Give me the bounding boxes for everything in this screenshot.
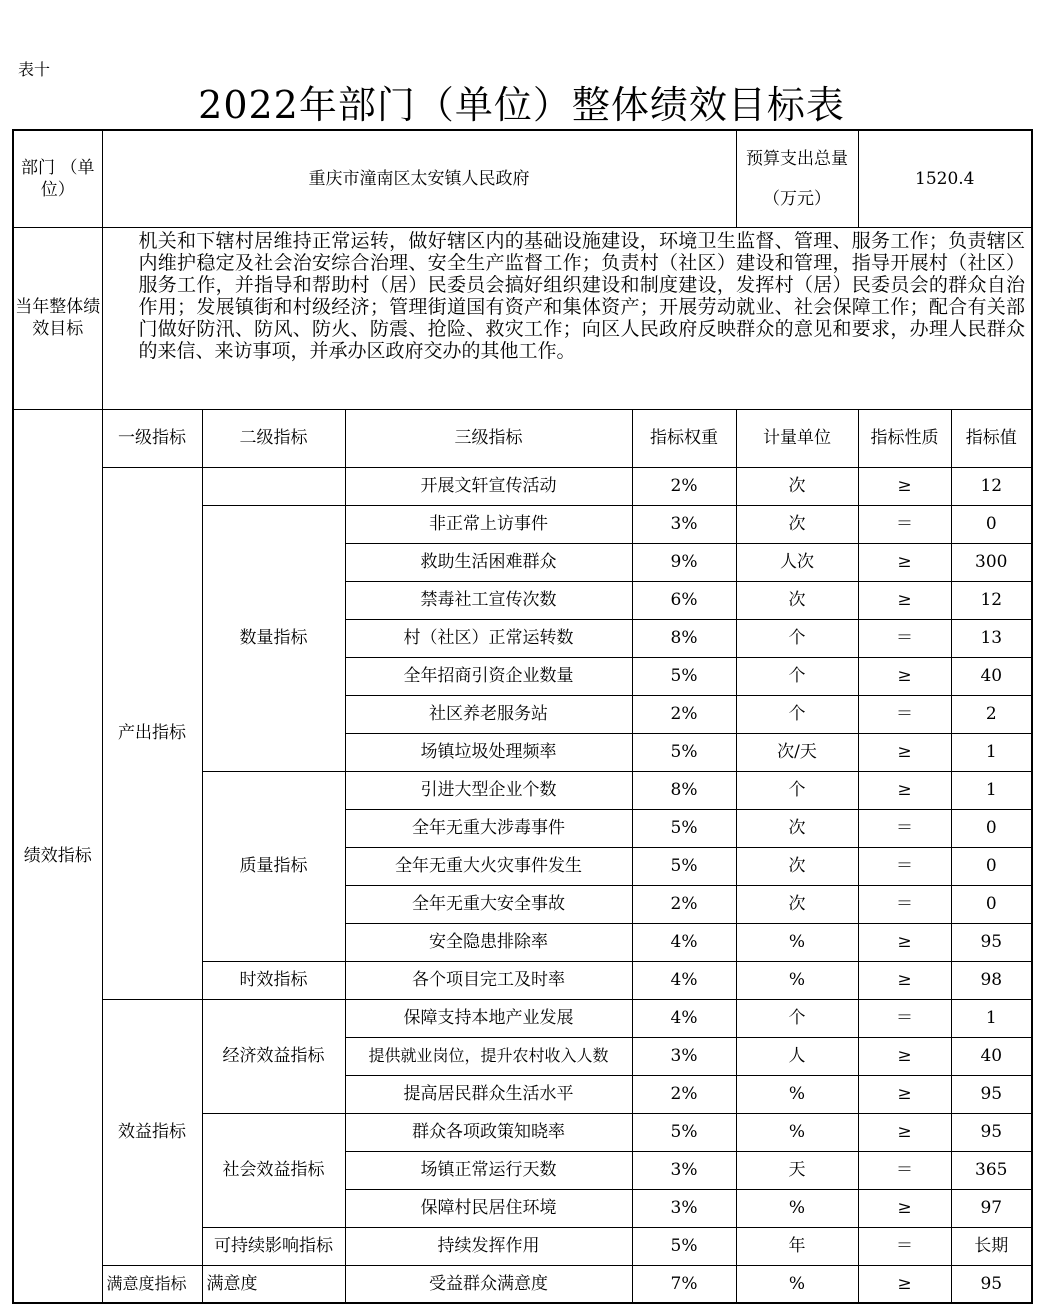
indicator-value: 长期 — [951, 1227, 1032, 1265]
performance-target-table — [12, 129, 1033, 1304]
indicator-value: 95 — [951, 1075, 1032, 1113]
indicator-value: 1 — [951, 999, 1032, 1037]
goal-text: 机关和下辖村居维持正常运转，做好辖区内的基础设施建设，环境卫生监督、管理、服务工作；负责辖区内维护稳定及社会治安综合治理、安全生产监督工作；负责村（社区）建设和管理，指导开展村（社区）服务工作，并指导和帮助村（居）民委员会搞好组织建设和制度建设，发挥村（居）民委员会的群众自治作用；发展镇街和村级经济；管理街道国有资产和集体资产；开展劳动就业、社会保障工作；配合有关部门做好防汛、防风、防火、防震、抢险、救灾工作；向区人民政府反映群众的意见和要求，办理人民群众的来信、来访事项，并承办区政府交办的其他工作。 — [102, 227, 1032, 409]
level2-satisfaction: 满意度 — [202, 1265, 345, 1303]
indicator-name: 村（社区）正常运转数 — [345, 619, 632, 657]
indicator-nature: ≥ — [858, 467, 951, 505]
indicator-nature: ＝ — [858, 999, 951, 1037]
indicator-weight: 9% — [632, 543, 736, 581]
indicator-value: 12 — [951, 581, 1032, 619]
indicator-name: 场镇正常运行天数 — [345, 1151, 632, 1189]
indicator-name: 群众各项政策知晓率 — [345, 1113, 632, 1151]
indicator-name: 全年无重大安全事故 — [345, 885, 632, 923]
indicator-value: 1 — [951, 771, 1032, 809]
col-header-level2: 二级指标 — [202, 409, 345, 467]
indicator-nature: ＝ — [858, 885, 951, 923]
indicator-weight: 5% — [632, 809, 736, 847]
table-row — [13, 999, 1032, 1037]
indicator-nature: ＝ — [858, 809, 951, 847]
indicator-weight: 2% — [632, 695, 736, 733]
indicator-name: 保障村民居住环境 — [345, 1189, 632, 1227]
indicator-weight: 6% — [632, 581, 736, 619]
level1-benefit: 效益指标 — [102, 999, 202, 1265]
indicator-name: 全年无重大火灾事件发生 — [345, 847, 632, 885]
indicator-nature: ≥ — [858, 1037, 951, 1075]
level2-empty — [202, 467, 345, 505]
indicator-weight: 8% — [632, 619, 736, 657]
indicator-weight: 3% — [632, 505, 736, 543]
indicator-weight: 2% — [632, 467, 736, 505]
indicator-value: 365 — [951, 1151, 1032, 1189]
indicator-weight: 3% — [632, 1151, 736, 1189]
col-header-unit: 计量单位 — [736, 409, 858, 467]
indicator-name: 全年招商引资企业数量 — [345, 657, 632, 695]
indicator-unit: % — [736, 1075, 858, 1113]
indicator-name: 全年无重大涉毒事件 — [345, 809, 632, 847]
indicator-name: 禁毒社工宣传次数 — [345, 581, 632, 619]
indicator-unit: % — [736, 1189, 858, 1227]
indicator-unit: 次 — [736, 467, 858, 505]
indicator-weight: 2% — [632, 1075, 736, 1113]
level1-output: 产出指标 — [102, 467, 202, 999]
indicator-weight: 5% — [632, 1227, 736, 1265]
indicator-value: 0 — [951, 809, 1032, 847]
level2-sustainable: 可持续影响指标 — [202, 1227, 345, 1265]
indicator-unit: 次 — [736, 847, 858, 885]
indicator-unit: 人次 — [736, 543, 858, 581]
indicator-unit: 个 — [736, 657, 858, 695]
table-row — [13, 1265, 1032, 1303]
table-row — [13, 467, 1032, 505]
indicator-value: 12 — [951, 467, 1032, 505]
indicator-nature: ≥ — [858, 1075, 951, 1113]
indicator-weight: 5% — [632, 1113, 736, 1151]
indicator-weight: 7% — [632, 1265, 736, 1303]
indicator-nature: ≥ — [858, 657, 951, 695]
col-header-value: 指标值 — [951, 409, 1032, 467]
indicator-value: 0 — [951, 505, 1032, 543]
indicator-value: 40 — [951, 657, 1032, 695]
indicator-unit: 次 — [736, 581, 858, 619]
table-number: 表十 — [18, 60, 51, 79]
indicator-weight: 4% — [632, 923, 736, 961]
indicator-unit: 个 — [736, 619, 858, 657]
indicator-nature: ≥ — [858, 923, 951, 961]
indicator-value: 0 — [951, 847, 1032, 885]
indicator-value: 13 — [951, 619, 1032, 657]
indicator-name: 场镇垃圾处理频率 — [345, 733, 632, 771]
indicator-name: 社区养老服务站 — [345, 695, 632, 733]
level2-quality: 质量指标 — [202, 771, 345, 961]
level2-timeliness: 时效指标 — [202, 961, 345, 999]
indicator-nature: ＝ — [858, 619, 951, 657]
budget-label-line2: （万元） — [763, 188, 831, 209]
col-header-level1: 一级指标 — [102, 409, 202, 467]
indicator-unit: 人 — [736, 1037, 858, 1075]
level2-quantity: 数量指标 — [202, 505, 345, 771]
perf-label: 绩效指标 — [13, 409, 102, 1303]
dept-name: 重庆市潼南区太安镇人民政府 — [102, 130, 736, 227]
budget-value: 1520.4 — [858, 130, 1032, 227]
goal-label: 当年整体绩效目标 — [13, 227, 102, 409]
indicator-value: 95 — [951, 1113, 1032, 1151]
indicator-unit: 个 — [736, 695, 858, 733]
indicator-unit: 个 — [736, 999, 858, 1037]
indicator-name: 救助生活困难群众 — [345, 543, 632, 581]
indicator-unit: 次 — [736, 885, 858, 923]
level2-economic: 经济效益指标 — [202, 999, 345, 1113]
indicator-nature: ≥ — [858, 581, 951, 619]
indicator-weight: 4% — [632, 999, 736, 1037]
indicator-nature: ≥ — [858, 771, 951, 809]
indicator-weight: 3% — [632, 1037, 736, 1075]
indicator-name: 提高居民群众生活水平 — [345, 1075, 632, 1113]
indicator-name: 各个项目完工及时率 — [345, 961, 632, 999]
indicator-unit: % — [736, 923, 858, 961]
indicator-weight: 4% — [632, 961, 736, 999]
col-header-weight: 指标权重 — [632, 409, 736, 467]
indicator-nature: ＝ — [858, 695, 951, 733]
dept-label: 部门 （单位） — [13, 130, 102, 227]
indicator-nature: ≥ — [858, 1265, 951, 1303]
indicator-unit: % — [736, 961, 858, 999]
indicator-name: 持续发挥作用 — [345, 1227, 632, 1265]
indicator-name: 非正常上访事件 — [345, 505, 632, 543]
indicator-unit: 次/天 — [736, 733, 858, 771]
indicator-nature: ＝ — [858, 505, 951, 543]
indicator-nature: ＝ — [858, 1151, 951, 1189]
indicator-name: 引进大型企业个数 — [345, 771, 632, 809]
indicator-nature: ＝ — [858, 847, 951, 885]
col-header-level3: 三级指标 — [345, 409, 632, 467]
indicator-name: 安全隐患排除率 — [345, 923, 632, 961]
indicator-value: 1 — [951, 733, 1032, 771]
indicator-value: 95 — [951, 1265, 1032, 1303]
budget-label-line1: 预算支出总量 — [746, 148, 848, 169]
indicator-nature: ≥ — [858, 1113, 951, 1151]
indicator-value: 95 — [951, 923, 1032, 961]
indicator-weight: 5% — [632, 657, 736, 695]
indicator-unit: 个 — [736, 771, 858, 809]
indicator-nature: ≥ — [858, 1189, 951, 1227]
indicator-nature: ≥ — [858, 543, 951, 581]
indicator-value: 0 — [951, 885, 1032, 923]
indicator-nature: ≥ — [858, 961, 951, 999]
indicator-value: 98 — [951, 961, 1032, 999]
indicator-weight: 5% — [632, 847, 736, 885]
level1-satisfaction: 满意度指标 — [102, 1265, 202, 1303]
indicator-unit: % — [736, 1113, 858, 1151]
indicator-nature: ≥ — [858, 733, 951, 771]
indicator-weight: 2% — [632, 885, 736, 923]
col-header-nature: 指标性质 — [858, 409, 951, 467]
indicator-weight: 5% — [632, 733, 736, 771]
indicator-unit: 次 — [736, 505, 858, 543]
indicator-name: 开展文轩宣传活动 — [345, 467, 632, 505]
indicator-name: 受益群众满意度 — [345, 1265, 632, 1303]
indicator-unit: % — [736, 1265, 858, 1303]
indicator-value: 2 — [951, 695, 1032, 733]
indicator-unit: 次 — [736, 809, 858, 847]
indicator-nature: ＝ — [858, 1227, 951, 1265]
indicator-unit: 年 — [736, 1227, 858, 1265]
indicator-value: 300 — [951, 543, 1032, 581]
indicator-unit: 天 — [736, 1151, 858, 1189]
indicator-weight: 8% — [632, 771, 736, 809]
indicator-value: 40 — [951, 1037, 1032, 1075]
budget-label — [736, 130, 858, 227]
indicator-name: 提供就业岗位，提升农村收入人数 — [345, 1037, 632, 1075]
indicator-name: 保障支持本地产业发展 — [345, 999, 632, 1037]
page-title: 2022年部门（单位）整体绩效目标表 — [198, 83, 845, 127]
indicator-weight: 3% — [632, 1189, 736, 1227]
level2-social: 社会效益指标 — [202, 1113, 345, 1227]
indicator-value: 97 — [951, 1189, 1032, 1227]
